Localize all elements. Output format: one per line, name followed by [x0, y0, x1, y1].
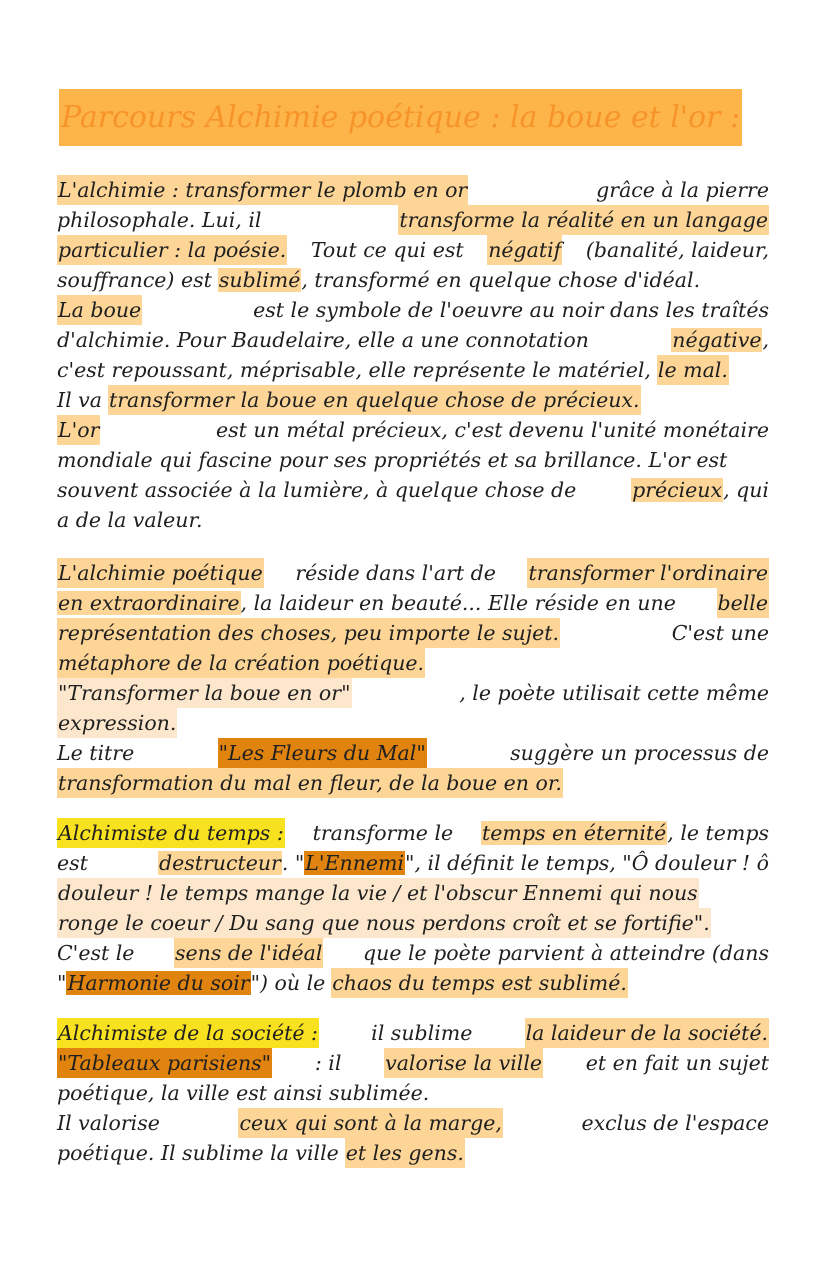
- text: Il va: [57, 388, 102, 412]
- text-line: [57, 908, 769, 938]
- text-line: [57, 618, 769, 648]
- text-line: [57, 205, 769, 235]
- text: , qui: [723, 478, 769, 502]
- highlight-pale: ronge le coeur / Du sang que nous perdons croît et se fortifie".: [57, 908, 711, 938]
- text-line: [57, 648, 769, 678]
- text: poétique. Il sublime la ville: [57, 1141, 339, 1165]
- text: , le temps: [667, 821, 769, 845]
- highlight: et les gens.: [345, 1138, 465, 1168]
- text-line: [57, 968, 769, 998]
- highlight-dark: "Les Fleurs du Mal": [218, 738, 427, 768]
- highlight: L'or: [57, 415, 100, 445]
- text: grâce à la pierre: [596, 178, 769, 202]
- text: réside dans l'art de: [295, 561, 496, 585]
- text-line: [57, 235, 769, 265]
- text-line: [57, 175, 769, 205]
- text: souvent associée à la lumière, à quelque chose de: [57, 478, 577, 502]
- highlight: métaphore de la création poétique.: [57, 648, 425, 678]
- text: Tout ce qui est: [310, 238, 464, 262]
- title-banner: [59, 89, 742, 146]
- highlight-yellow: Alchimiste de la société :: [57, 1018, 319, 1048]
- text: souffrance) est: [57, 268, 212, 292]
- highlight: L'alchimie : transformer le plomb en or: [57, 175, 468, 205]
- paragraph-alchimiste-temps: [57, 818, 769, 998]
- text-line: [57, 415, 769, 445]
- text: ,: [762, 328, 769, 352]
- text-line: [57, 295, 769, 325]
- text: poétique, la ville est ainsi sublimée.: [57, 1081, 430, 1105]
- text: ": [57, 971, 67, 995]
- highlight: précieux: [632, 478, 723, 502]
- highlight: valorise la ville: [384, 1048, 543, 1078]
- text: C'est le: [57, 941, 135, 965]
- highlight: temps en éternité: [482, 821, 667, 845]
- highlight-yellow: Alchimiste du temps :: [57, 818, 285, 848]
- text: que le poète parvient à atteindre (dans: [363, 941, 769, 965]
- highlight: particulier : la poésie.: [57, 235, 287, 265]
- text: , le poète utilisait cette même: [459, 681, 769, 705]
- highlight-pale: douleur ! le temps mange la vie / et l'obscur Ennemi qui nous: [57, 878, 699, 908]
- page-title: Parcours Alchimie poétique : la boue et l'or :: [61, 100, 741, 135]
- text-line: [57, 1138, 769, 1168]
- highlight: destructeur: [158, 851, 281, 875]
- text-line: [57, 1018, 769, 1048]
- text-line: [57, 1078, 769, 1108]
- text: mondiale qui fascine pour ses propriétés et sa brillance. L'or est: [57, 448, 728, 472]
- paragraph-alchimie-poetique: [57, 558, 769, 798]
- paragraph-alchimie: [57, 175, 769, 535]
- text-line: [57, 738, 769, 768]
- text-line: [57, 475, 769, 505]
- highlight-pale: "Transformer la boue en or": [57, 678, 352, 708]
- highlight: ceux qui sont à la marge,: [238, 1108, 502, 1138]
- paragraph-alchimiste-societe: [57, 1018, 769, 1168]
- text: ") où le: [250, 971, 326, 995]
- highlight: belle: [717, 588, 770, 618]
- text-line: [57, 385, 769, 415]
- text: suggère un processus de: [510, 741, 769, 765]
- highlight: transformer la boue en quelque chose de précieux.: [108, 385, 641, 415]
- text: : il: [314, 1051, 342, 1075]
- text: . ": [281, 851, 305, 875]
- text: transforme le: [312, 821, 454, 845]
- text: il sublime: [371, 1021, 473, 1045]
- text-line: [57, 1048, 769, 1078]
- text-line: [57, 818, 769, 848]
- text: C'est une: [671, 621, 769, 645]
- text-line: [57, 938, 769, 968]
- text-line: [57, 708, 769, 738]
- text: est: [57, 851, 88, 875]
- highlight-pale: expression.: [57, 708, 177, 738]
- text-line: [57, 588, 769, 618]
- highlight: transforme la réalité en un langage: [398, 205, 769, 235]
- text: Il valorise: [57, 1111, 160, 1135]
- text: d'alchimie. Pour Baudelaire, elle a une connotation: [57, 328, 589, 352]
- highlight-dark: Harmonie du soir: [67, 971, 250, 995]
- highlight: transformation du mal en fleur, de la boue en or.: [57, 768, 563, 798]
- text: exclus de l'espace: [581, 1111, 769, 1135]
- highlight: sublimé: [218, 268, 301, 292]
- highlight: le mal.: [657, 355, 729, 385]
- text-line: [57, 325, 769, 355]
- text-line: [57, 1108, 769, 1138]
- text-line: [57, 848, 769, 878]
- text: est un métal précieux, c'est devenu l'unité monétaire: [216, 418, 769, 442]
- text-line: [57, 678, 769, 708]
- text-line: [57, 265, 769, 295]
- highlight: négatif: [487, 235, 562, 265]
- highlight-dark: L'Ennemi: [305, 851, 405, 875]
- text-line: [57, 505, 769, 535]
- highlight: chaos du temps est sublimé.: [331, 968, 628, 998]
- text: a de la valeur.: [57, 508, 203, 532]
- text: , la laideur en beauté... Elle réside en une: [240, 591, 676, 615]
- highlight: la laideur de la société.: [525, 1018, 769, 1048]
- text: (banalité, laideur,: [585, 238, 769, 262]
- highlight: en extraordinaire: [58, 591, 240, 615]
- highlight-dark: "Tableaux parisiens": [57, 1048, 272, 1078]
- text: c'est repoussant, méprisable, elle représente le matériel,: [57, 358, 651, 382]
- text: philosophale. Lui, il: [57, 208, 262, 232]
- text: est le symbole de l'oeuvre au noir dans les traîtés: [253, 298, 769, 322]
- text-line: [57, 768, 769, 798]
- highlight: négative: [672, 328, 762, 352]
- text: , transformé en quelque chose d'idéal.: [301, 268, 701, 292]
- text: et en fait un sujet: [585, 1051, 769, 1075]
- text-line: [57, 355, 769, 385]
- text-line: [57, 445, 769, 475]
- highlight: sens de l'idéal: [174, 938, 323, 968]
- text: ", il définit le temps, "Ô douleur ! ô: [405, 851, 769, 875]
- highlight: La boue: [57, 295, 142, 325]
- highlight: représentation des choses, peu importe le sujet.: [57, 618, 560, 648]
- text: Le titre: [57, 741, 135, 765]
- highlight: transformer l'ordinaire: [527, 558, 769, 588]
- text-line: [57, 878, 769, 908]
- highlight: L'alchimie poétique: [57, 558, 264, 588]
- text-line: [57, 558, 769, 588]
